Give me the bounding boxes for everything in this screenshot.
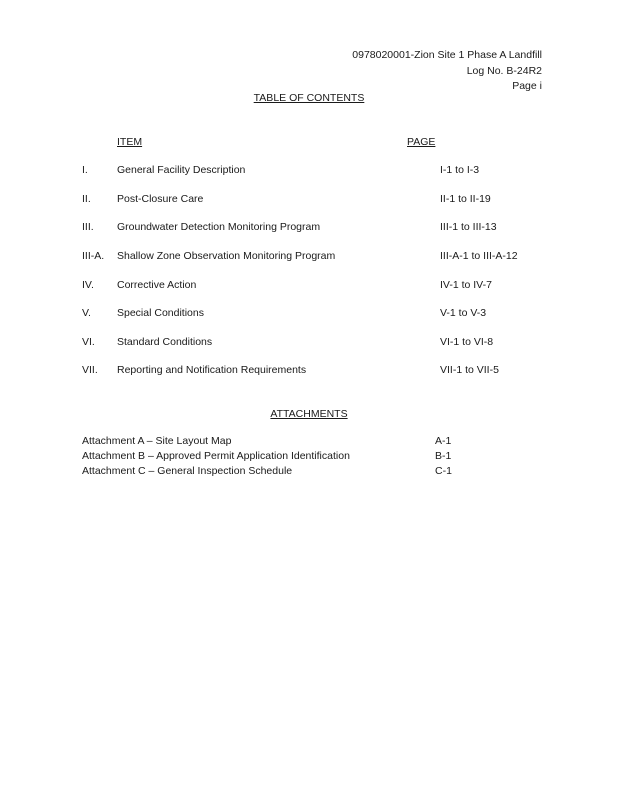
section-title: General Facility Description: [117, 164, 246, 176]
attachment-name: Attachment B – Approved Permit Application Identification: [82, 450, 350, 462]
section-pages: VI-1 to VI-8: [440, 336, 494, 348]
section-title: Reporting and Notification Requirements: [117, 364, 307, 376]
header-log-number: Log No. B-24R2: [466, 64, 542, 77]
attachment-page: C-1: [435, 465, 452, 477]
attachment-row: [0, 465, 618, 480]
section-pages: III-1 to III-13: [440, 221, 497, 233]
section-number: V.: [82, 307, 91, 319]
section-number: VI.: [82, 336, 95, 348]
section-title: Groundwater Detection Monitoring Program: [117, 221, 321, 233]
toc-row: [0, 279, 618, 295]
section-title: Corrective Action: [117, 279, 197, 291]
attachment-row: [0, 435, 618, 450]
attachment-name: Attachment A – Site Layout Map: [82, 435, 232, 447]
toc-row: [0, 193, 618, 209]
column-header-item: ITEM: [117, 136, 143, 148]
section-title: Special Conditions: [117, 307, 204, 319]
attachments-title: ATTACHMENTS: [270, 408, 348, 420]
section-pages: III-A-1 to III-A-12: [440, 250, 518, 262]
section-title: Post-Closure Care: [117, 193, 204, 205]
toc-row: [0, 336, 618, 352]
section-number: II.: [82, 193, 91, 205]
section-number: VII.: [82, 364, 98, 376]
column-header-page: PAGE: [407, 136, 436, 148]
attachment-name: Attachment C – General Inspection Schedule: [82, 465, 293, 477]
section-title: Shallow Zone Observation Monitoring Program: [117, 250, 336, 262]
section-number: IV.: [82, 279, 94, 291]
attachment-page: A-1: [435, 435, 452, 447]
toc-row: [0, 221, 618, 237]
section-pages: IV-1 to IV-7: [440, 279, 492, 291]
document-header: [352, 48, 542, 95]
attachment-page: B-1: [435, 450, 452, 462]
section-number: I.: [82, 164, 88, 176]
header-page-number: Page i: [512, 80, 542, 92]
toc-row: [0, 364, 618, 380]
toc-row: [0, 307, 618, 323]
toc-row: [0, 164, 618, 180]
toc-title: TABLE OF CONTENTS: [253, 92, 365, 104]
section-number: III.: [82, 221, 94, 233]
section-pages: VII-1 to VII-5: [440, 364, 499, 376]
section-title: Standard Conditions: [117, 336, 213, 348]
section-pages: II-1 to II-19: [440, 193, 491, 205]
attachment-row: [0, 450, 618, 465]
toc-row: [0, 250, 618, 266]
section-pages: V-1 to V-3: [440, 307, 487, 319]
section-pages: I-1 to I-3: [440, 164, 480, 176]
section-number: III-A.: [82, 250, 105, 262]
header-site-id: 0978020001-Zion Site 1 Phase A Landfill: [352, 49, 542, 61]
